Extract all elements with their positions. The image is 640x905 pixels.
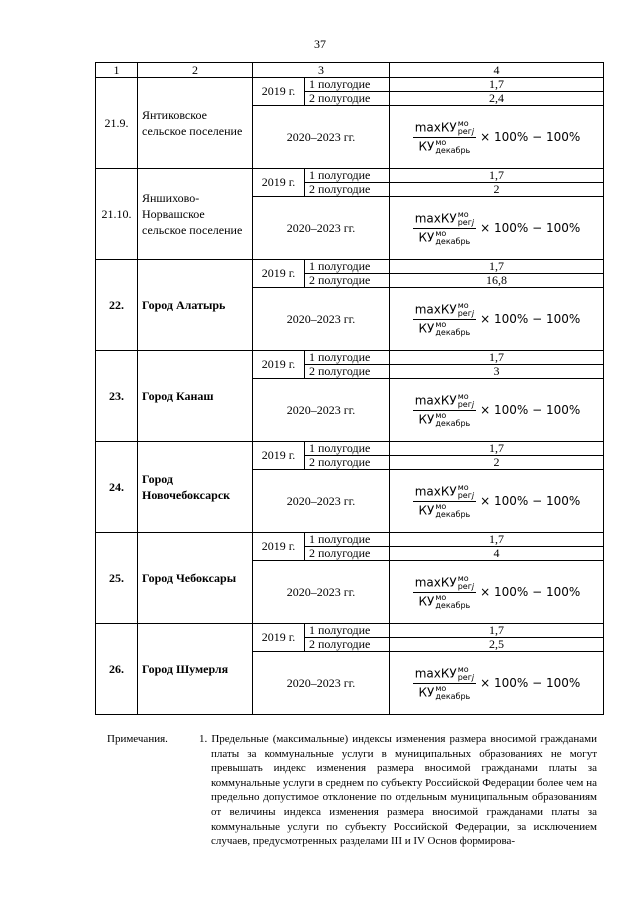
formula-cell — [390, 379, 604, 442]
formula-numerator: maxКУ мо регj — [414, 391, 475, 409]
formula-tail: × 100% − 100% — [480, 312, 581, 326]
index-formula — [394, 393, 599, 428]
period-cell: 2020–2023 гг. — [253, 379, 390, 442]
half-year-2: 2 полугодие — [305, 183, 390, 197]
index-value-1: 1,7 — [390, 169, 604, 183]
formula-cell — [390, 470, 604, 533]
formula-denominator: КУ мо декабрь — [418, 319, 471, 337]
formula-fraction — [413, 484, 476, 519]
index-value-2: 2,5 — [390, 638, 604, 652]
formula-tail: × 100% − 100% — [480, 221, 581, 235]
formula-denominator: КУ мо декабрь — [418, 592, 471, 610]
period-cell: 2020–2023 гг. — [253, 470, 390, 533]
row-number: 21.9. — [96, 78, 138, 169]
municipality-name: Янтиковское сельское поселение — [138, 78, 253, 169]
tariff-index-table — [95, 62, 604, 715]
formula-cell — [390, 652, 604, 715]
formula-denominator: КУ мо декабрь — [418, 410, 471, 428]
formula-fraction — [413, 302, 476, 337]
half-year-2: 2 полугодие — [305, 456, 390, 470]
index-formula — [394, 666, 599, 701]
table-row — [96, 78, 604, 92]
half-year-2: 2 полугодие — [305, 547, 390, 561]
period-cell: 2020–2023 гг. — [253, 652, 390, 715]
index-value-1: 1,7 — [390, 624, 604, 638]
formula-fraction — [413, 211, 476, 246]
row-number: 25. — [96, 533, 138, 624]
year-cell: 2019 г. — [253, 78, 305, 106]
formula-fraction — [413, 575, 476, 610]
index-value-1: 1,7 — [390, 533, 604, 547]
municipality-name: Город Новочебоксарск — [138, 442, 253, 533]
table-row — [96, 351, 604, 365]
period-cell: 2020–2023 гг. — [253, 288, 390, 351]
row-number: 22. — [96, 260, 138, 351]
formula-tail: × 100% − 100% — [480, 676, 581, 690]
table-row — [96, 624, 604, 638]
row-number: 26. — [96, 624, 138, 715]
half-year-1: 1 полугодие — [305, 624, 390, 638]
header-col-1: 1 — [96, 63, 138, 78]
notes-label: Примечания. — [107, 733, 168, 745]
index-value-2: 4 — [390, 547, 604, 561]
half-year-1: 1 полугодие — [305, 533, 390, 547]
half-year-1: 1 полугодие — [305, 169, 390, 183]
index-formula — [394, 575, 599, 610]
formula-tail: × 100% − 100% — [480, 403, 581, 417]
page-number: 37 — [314, 37, 326, 51]
row-number: 23. — [96, 351, 138, 442]
half-year-2: 2 полугодие — [305, 365, 390, 379]
year-cell: 2019 г. — [253, 442, 305, 470]
year-cell: 2019 г. — [253, 351, 305, 379]
formula-denominator: КУ мо декабрь — [418, 137, 471, 155]
index-formula — [394, 120, 599, 155]
index-value-2: 2 — [390, 456, 604, 470]
formula-cell — [390, 197, 604, 260]
half-year-1: 1 полугодие — [305, 351, 390, 365]
formula-numerator: maxКУ мо регj — [414, 118, 475, 136]
index-formula — [394, 211, 599, 246]
formula-numerator: maxКУ мо регj — [414, 664, 475, 682]
half-year-1: 1 полугодие — [305, 442, 390, 456]
formula-fraction — [413, 393, 476, 428]
formula-numerator: maxКУ мо регj — [414, 209, 475, 227]
index-value-1: 1,7 — [390, 442, 604, 456]
period-cell: 2020–2023 гг. — [253, 561, 390, 624]
formula-numerator: maxКУ мо регj — [414, 300, 475, 318]
index-value-2: 16,8 — [390, 274, 604, 288]
municipality-name: Яншихово-Норвашское сельское поселение — [138, 169, 253, 260]
row-number: 24. — [96, 442, 138, 533]
index-value-1: 1,7 — [390, 260, 604, 274]
header-col-2: 2 — [138, 63, 253, 78]
header-col-4: 4 — [390, 63, 604, 78]
table-row — [96, 169, 604, 183]
formula-cell — [390, 561, 604, 624]
index-value-2: 2 — [390, 183, 604, 197]
half-year-2: 2 полугодие — [305, 638, 390, 652]
formula-cell — [390, 288, 604, 351]
row-number: 21.10. — [96, 169, 138, 260]
formula-denominator: КУ мо декабрь — [418, 683, 471, 701]
municipality-name: Город Шумерля — [138, 624, 253, 715]
table-header-row — [96, 63, 604, 78]
formula-denominator: КУ мо декабрь — [418, 501, 471, 519]
half-year-2: 2 полугодие — [305, 92, 390, 106]
formula-fraction — [413, 120, 476, 155]
header-col-3: 3 — [253, 63, 390, 78]
formula-numerator: maxКУ мо регj — [414, 482, 475, 500]
year-cell: 2019 г. — [253, 169, 305, 197]
municipality-name: Город Алатырь — [138, 260, 253, 351]
municipality-name: Город Канаш — [138, 351, 253, 442]
formula-tail: × 100% − 100% — [480, 130, 581, 144]
half-year-1: 1 полугодие — [305, 78, 390, 92]
index-value-1: 1,7 — [390, 78, 604, 92]
table-row — [96, 442, 604, 456]
municipality-name: Город Чебоксары — [138, 533, 253, 624]
table-row — [96, 533, 604, 547]
index-value-1: 1,7 — [390, 351, 604, 365]
formula-tail: × 100% − 100% — [480, 585, 581, 599]
formula-fraction — [413, 666, 476, 701]
year-cell: 2019 г. — [253, 260, 305, 288]
note-item-1: 1. Предельные (максимальные) индексы изменения размера вносимой гражданами платы за коммунальные услуги в муниципальных образованиях не могут превышать индекс изменения размера вносимой гражданами платы за коммунальные услуги в среднем по субъекту Российской Федерации более чем на предельно допустимое отклонение по отдельным муниципальным образованиям от величины индекса изменения размера вносимой гражданами платы за коммунальные услуги по субъекту Российской Федерации, за исключением случаев, предусмотренных разделами III и IV Основ формирова- — [199, 733, 597, 848]
index-formula — [394, 302, 599, 337]
year-cell: 2019 г. — [253, 533, 305, 561]
index-value-2: 2,4 — [390, 92, 604, 106]
period-cell: 2020–2023 гг. — [253, 197, 390, 260]
half-year-2: 2 полугодие — [305, 274, 390, 288]
index-formula — [394, 484, 599, 519]
formula-cell — [390, 106, 604, 169]
notes-section — [107, 732, 597, 849]
half-year-1: 1 полугодие — [305, 260, 390, 274]
year-cell: 2019 г. — [253, 624, 305, 652]
index-value-2: 3 — [390, 365, 604, 379]
period-cell: 2020–2023 гг. — [253, 106, 390, 169]
formula-denominator: КУ мо декабрь — [418, 228, 471, 246]
formula-numerator: maxКУ мо регj — [414, 573, 475, 591]
formula-tail: × 100% − 100% — [480, 494, 581, 508]
table-row — [96, 260, 604, 274]
